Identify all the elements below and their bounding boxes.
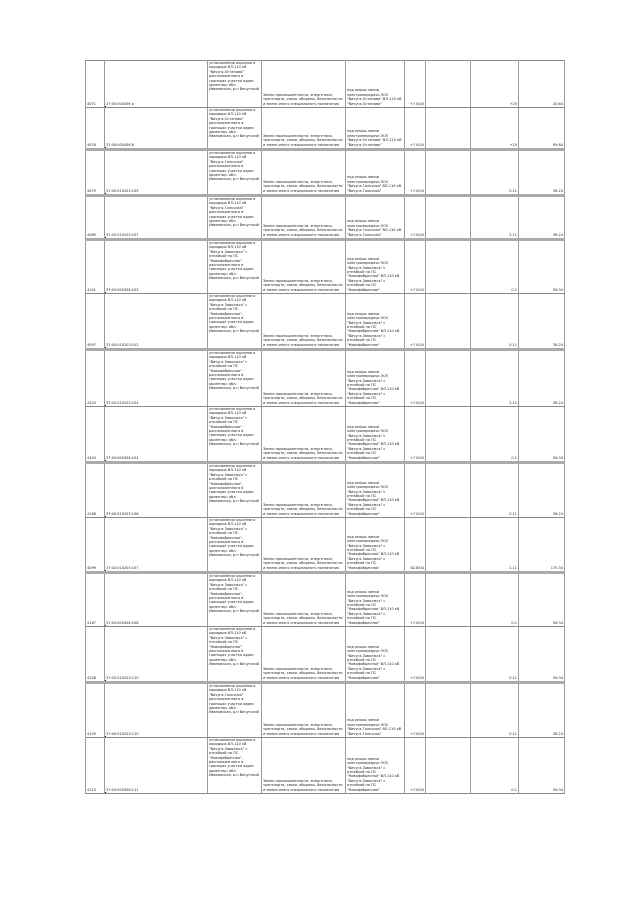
- empty-cell: [426, 407, 471, 463]
- table-row: [86, 463, 565, 518]
- area-value-cell: 0.11: [471, 683, 519, 738]
- table-body: [86, 61, 565, 794]
- height-mark-cell: +7.00/4: [405, 627, 426, 683]
- height-mark-cell: +7.00/4: [405, 196, 426, 240]
- total-area-cell: 36.24: [519, 294, 565, 350]
- area-value-cell: 0.1: [471, 407, 519, 463]
- height-mark-cell: 82.85/4: [405, 518, 426, 573]
- restriction-description-cell: установлении охранного коридора ВЛ-110 кВ "Вичуга-Заволжск" с отпайкой на ПС "Новофабричная", расположенного в границах участка адрес ориентир: обл. Ивановская, р-н Вичугский: [208, 240, 262, 294]
- area-value-cell: +20: [471, 61, 519, 108]
- height-mark-cell: +7.00/4: [405, 573, 426, 627]
- restriction-description-cell: установлении охранного коридора ВЛ-110 кВ "Вичуга-Остапово" расположенного в границах участка адрес ориентир: обл. Ивановская, р-н Вичугский: [208, 61, 262, 108]
- table-row: [86, 518, 565, 573]
- area-value-cell: 0.1: [471, 573, 519, 627]
- total-area-cell: 56.34: [519, 738, 565, 794]
- empty-cell: [426, 61, 471, 108]
- row-number-cell: 4089: [86, 196, 105, 240]
- table-row: [86, 150, 565, 196]
- height-mark-cell: +7.00/4: [405, 150, 426, 196]
- empty-cell: [426, 294, 471, 350]
- height-mark-cell: +7.00/4: [405, 350, 426, 407]
- area-value-cell: 0.1: [471, 738, 519, 794]
- land-category-cell: Земли промышленности, энергетики, транспорта, связи, обороны, безопасности и земли иного специального назначения: [262, 627, 346, 683]
- cadastral-number-cell: 37:02:010203:110: [105, 627, 208, 683]
- total-area-cell: 56.34: [519, 627, 565, 683]
- row-number-cell: 4104: [86, 407, 105, 463]
- land-category-cell: Земли промышленности, энергетики, транспорта, связи, обороны, безопасности и земли иного специального назначения: [262, 196, 346, 240]
- area-value-cell: 2.11: [471, 518, 519, 573]
- table-row: [86, 350, 565, 407]
- permitted-use-cell: под опоры линии электропередачи ЭСК "Вичуга-Заволжск" с отпайкой на ПС "Новофабричная" ВЛ-110 кВ "Вичуга-Заволжск" с отпайкой на ПС "Новофабричная": [346, 240, 405, 294]
- row-number-cell: 4076: [86, 108, 105, 150]
- land-category-cell: Земли промышленности, энергетики, транспорта, связи, обороны, безопасности и земли иного специального назначения: [262, 240, 346, 294]
- permitted-use-cell: под опоры линии электропередачи ЭСК "Вичуга-Заволжск" с отпайкой на ПС "Новофабричная" ВЛ-110 кВ "Вичуга-Заволжск" с отпайкой на ПС "Новофабричная": [346, 407, 405, 463]
- restriction-description-cell: установлении охранного коридора ВЛ-110 кВ "Вичуга-Заволжск" с отпайкой на ПС "Новофабричная", расположенного в границах участка адрес ориентир: обл. Ивановская, р-н Вичугский: [208, 407, 262, 463]
- land-category-cell: Земли промышленности, энергетики, транспорта, связи, обороны, безопасности и земли иного специального назначения: [262, 683, 346, 738]
- permitted-use-cell: под опоры линии электропередачи ЭСК "Вичуга-Заволжск" с отпайкой на ПС "Новофабричная" ВЛ-110 кВ "Вичуга-Заволжск" с отпайкой на ПС "Новофабричная": [346, 573, 405, 627]
- cadastral-number-cell: 37:02:010203:104: [105, 350, 208, 407]
- cadastral-number-cell: 37:02:010203:107: [105, 196, 208, 240]
- restriction-description-cell: установлении охранного коридора ВЛ-110 кВ "Вичуга-Заволжск" с отпайкой на ПС "Новофабричная", расположенного в границах участка адрес ориентир: обл. Ивановская, р-н Вичугский: [208, 627, 262, 683]
- land-category-cell: Земли промышленности, энергетики, транспорта, связи, обороны, безопасности и земли иного специального назначения: [262, 108, 346, 150]
- empty-cell: [426, 150, 471, 196]
- row-number-cell: 4167: [86, 573, 105, 627]
- empty-cell: [426, 240, 471, 294]
- permitted-use-cell: под опоры линии электропередачи ЭСК "Вичуга-Заволжск" с отпайкой на ПС "Новофабричная" ВЛ-110 кВ "Вичуга-Заволжск" с отпайкой на ПС "Новофабричная": [346, 738, 405, 794]
- permitted-use-cell: под опоры линии электропередачи ЭСК "Вичуга-Гольчиха" ВЛ-110 кВ "Вичуга-Гольчиха": [346, 150, 405, 196]
- total-area-cell: 56.34: [519, 573, 565, 627]
- table-row: [86, 108, 565, 150]
- height-mark-cell: +7.00/4: [405, 463, 426, 518]
- permitted-use-cell: под опоры линии электропередачи ЭСК "Вичуга-Гольчиха" ВЛ-110 кВ "Вичуга-Гольчиха": [346, 683, 405, 738]
- table-row: [86, 573, 565, 627]
- restriction-description-cell: установлении охранного коридора ВЛ-110 кВ "Вичуга-Заволжск" с отпайкой на ПС "Новофабричная", расположенного в границах участка адрес ориентир: обл. Ивановская, р-н Вичугский: [208, 518, 262, 573]
- area-value-cell: 2.11: [471, 350, 519, 407]
- cadastral-number-cell: 37:00:010203:110: [105, 683, 208, 738]
- row-number-cell: 4168: [86, 463, 105, 518]
- empty-cell: [426, 518, 471, 573]
- table-row: [86, 627, 565, 683]
- row-number-cell: 4079: [86, 150, 105, 196]
- height-mark-cell: +7.00/4: [405, 108, 426, 150]
- cadastral-number-cell: 37:00:000456:108: [105, 573, 208, 627]
- total-area-cell: 175.34: [519, 518, 565, 573]
- cadastral-number-cell: 37:00:000456:103: [105, 240, 208, 294]
- permitted-use-cell: под опоры линии электропередачи ЭСК "Вичуга-Заволжск" с отпайкой на ПС "Новофабричная" ВЛ-110 кВ "Вичуга-Заволжск" с отпайкой на ПС "Новофабричная": [346, 627, 405, 683]
- land-category-cell: Земли промышленности, энергетики, транспорта, связи, обороны, безопасности и земли иного специального назначения: [262, 573, 346, 627]
- row-number-cell: 4108: [86, 627, 105, 683]
- cadastral-number-cell: 37:00:000456 а: [105, 61, 208, 108]
- total-area-cell: 36.24: [519, 150, 565, 196]
- empty-cell: [426, 683, 471, 738]
- area-value-cell: 0.11: [471, 627, 519, 683]
- table-row: [86, 61, 565, 108]
- permitted-use-cell: под опоры линии электропередачи ЭСК "Вичуга-Остапово" ВЛ-110 кВ "Вичуга-Остапово": [346, 108, 405, 150]
- land-category-cell: Земли промышленности, энергетики, транспорта, связи, обороны, безопасности и земли иного специального назначения: [262, 738, 346, 794]
- land-category-cell: Земли промышленности, энергетики, транспорта, связи, обороны, безопасности и земли иного специального назначения: [262, 61, 346, 108]
- height-mark-cell: +7.00/4: [405, 683, 426, 738]
- land-category-cell: Земли промышленности, энергетики, транспорта, связи, обороны, безопасности и земли иного специального назначения: [262, 150, 346, 196]
- total-area-cell: 36.24: [519, 350, 565, 407]
- permitted-use-cell: под опоры линии электропередачи ЭСК "Вичуга-Заволжск" с отпайкой на ПС "Новофабричная" ВЛ-110 кВ "Вичуга-Заволжск" с отпайкой на ПС "Новофабричная": [346, 518, 405, 573]
- cadastral-number-cell: 37:02:010203:107: [105, 518, 208, 573]
- table-row: [86, 240, 565, 294]
- area-value-cell: +20: [471, 108, 519, 150]
- permitted-use-cell: под опоры линии электропередачи ЭСК "Вичуга-Заволжск" с отпайкой на ПС "Новофабричная" ВЛ-110 кВ "Вичуга-Заволжск" с отпайкой на ПС "Новофабричная": [346, 350, 405, 407]
- cadastral-restrictions-table: [85, 60, 565, 794]
- row-number-cell: 4097: [86, 294, 105, 350]
- row-number-cell: 4109: [86, 683, 105, 738]
- empty-cell: [426, 573, 471, 627]
- restriction-description-cell: установлении охранного коридора ВЛ-110 кВ "Вичуга-Остапово" расположенного в границах участка адрес ориентир: обл. Ивановская, р-н Вичугский: [208, 108, 262, 150]
- empty-cell: [426, 627, 471, 683]
- empty-cell: [426, 463, 471, 518]
- total-area-cell: 36.24: [519, 463, 565, 518]
- height-mark-cell: +7.00/4: [405, 407, 426, 463]
- area-value-cell: 0.11: [471, 150, 519, 196]
- row-number-cell: 4141: [86, 240, 105, 294]
- height-mark-cell: +7.00/4: [405, 738, 426, 794]
- area-value-cell: 0.11: [471, 463, 519, 518]
- restriction-description-cell: установлении охранного коридора ВЛ-110 кВ "Вичуга-Заволжск" с отпайкой на ПС "Новофабричная", расположенного в границах участка адрес ориентир: обл. Ивановская, р-н Вичугский: [208, 463, 262, 518]
- row-number-cell: 4110: [86, 738, 105, 794]
- empty-cell: [426, 350, 471, 407]
- row-number-cell: 4103: [86, 350, 105, 407]
- restriction-description-cell: установлении охранного коридора ВЛ-110 кВ "Вичуга-Заволжск" с отпайкой на ПС "Новофабричная", расположенного в границах участка адрес ориентир: обл. Ивановская, р-н Вичугский: [208, 350, 262, 407]
- height-mark-cell: +7.00/4: [405, 61, 426, 108]
- row-number-cell: 4071: [86, 61, 105, 108]
- cadastral-number-cell: 37:00:000456:104: [105, 407, 208, 463]
- table-row: [86, 738, 565, 794]
- restriction-description-cell: установлении охранного коридора ВЛ-110 кВ "Вичуга-Гольчиха" расположенного в границах участка адрес ориентир: обл. Ивановская, р-н Вичугский: [208, 150, 262, 196]
- empty-cell: [426, 108, 471, 150]
- land-category-cell: Земли промышленности, энергетики, транспорта, связи, обороны, безопасности и земли иного специального назначения: [262, 407, 346, 463]
- area-value-cell: 2.11: [471, 196, 519, 240]
- total-area-cell: 56.34: [519, 240, 565, 294]
- height-mark-cell: +7.00/4: [405, 240, 426, 294]
- restriction-description-cell: установлении охранного коридора ВЛ-110 кВ "Вичуга-Заволжск" с отпайкой на ПС "Новофабричная", расположенного в границах участка адрес ориентир: обл. Ивановская, р-н Вичугский: [208, 294, 262, 350]
- land-category-cell: Земли промышленности, энергетики, транспорта, связи, обороны, безопасности и земли иного специального назначения: [262, 463, 346, 518]
- cadastral-number-cell: 37:00:010203:106: [105, 463, 208, 518]
- table-row: [86, 683, 565, 738]
- land-category-cell: Земли промышленности, энергетики, транспорта, связи, обороны, безопасности и земли иного специального назначения: [262, 294, 346, 350]
- table-row: [86, 294, 565, 350]
- land-category-cell: Земли промышленности, энергетики, транспорта, связи, обороны, безопасности и земли иного специального назначения: [262, 350, 346, 407]
- total-area-cell: 36.24: [519, 683, 565, 738]
- table-row: [86, 407, 565, 463]
- restriction-description-cell: установлении охранного коридора ВЛ-110 кВ "Вичуга-Заволжск" с отпайкой на ПС "Новофабричная", расположенного в границах участка адрес ориентир: обл. Ивановская, р-н Вичугский: [208, 573, 262, 627]
- cadastral-number-cell: 37:00:010203:102: [105, 294, 208, 350]
- area-value-cell: 0.11: [471, 294, 519, 350]
- row-number-cell: 4099: [86, 518, 105, 573]
- empty-cell: [426, 738, 471, 794]
- total-area-cell: 36.24: [519, 196, 565, 240]
- restriction-description-cell: установлении охранного коридора ВЛ-110 кВ "Вичуга-Гольчиха" расположенного в границах участка адрес ориентир: обл. Ивановская, р-н Вичугский: [208, 196, 262, 240]
- height-mark-cell: +7.00/4: [405, 294, 426, 350]
- cadastral-number-cell: 37:00:000456 б: [105, 108, 208, 150]
- table-row: [86, 196, 565, 240]
- permitted-use-cell: под опоры линии электропередачи ЭСК "Вичуга-Заволжск" с отпайкой на ПС "Новофабричная" ВЛ-110 кВ "Вичуга-Заволжск" с отпайкой на ПС "Новофабричная": [346, 294, 405, 350]
- total-area-cell: 56.34: [519, 407, 565, 463]
- restriction-description-cell: установлении охранного коридора ВЛ-110 кВ "Вичуга-Заволжск" с отпайкой на ПС "Новофабричная", расположенного в границах участка адрес ориентир: обл. Ивановская, р-н Вичугский: [208, 738, 262, 794]
- total-area-cell: 69.84: [519, 108, 565, 150]
- permitted-use-cell: под опоры линии электропередачи ЭСК "Вичуга-Гольчиха" ВЛ-110 кВ "Вичуга-Гольчиха": [346, 196, 405, 240]
- area-value-cell: 0.1: [471, 240, 519, 294]
- land-category-cell: Земли промышленности, энергетики, транспорта, связи, обороны, безопасности и земли иного специального назначения: [262, 518, 346, 573]
- cadastral-number-cell: 37:00:010203:105: [105, 150, 208, 196]
- restriction-description-cell: установлении охранного коридора ВЛ-110 кВ "Вичуга-Гольчиха" расположенного в границах участка адрес ориентир: обл. Ивановская, р-н Вичугский: [208, 683, 262, 738]
- permitted-use-cell: под опоры линии электропередачи ЭСК "Вичуга-Заволжск" с отпайкой на ПС "Новофабричная" ВЛ-110 кВ "Вичуга-Заволжск" с отпайкой на ПС "Новофабричная": [346, 463, 405, 518]
- total-area-cell: 20.64: [519, 61, 565, 108]
- empty-cell: [426, 196, 471, 240]
- permitted-use-cell: под опоры линии электропередачи ЭСК "Вичуга-Остапово" ВЛ-110 кВ "Вичуга-Остапово": [346, 61, 405, 108]
- cadastral-number-cell: 37:00:000456:111: [105, 738, 208, 794]
